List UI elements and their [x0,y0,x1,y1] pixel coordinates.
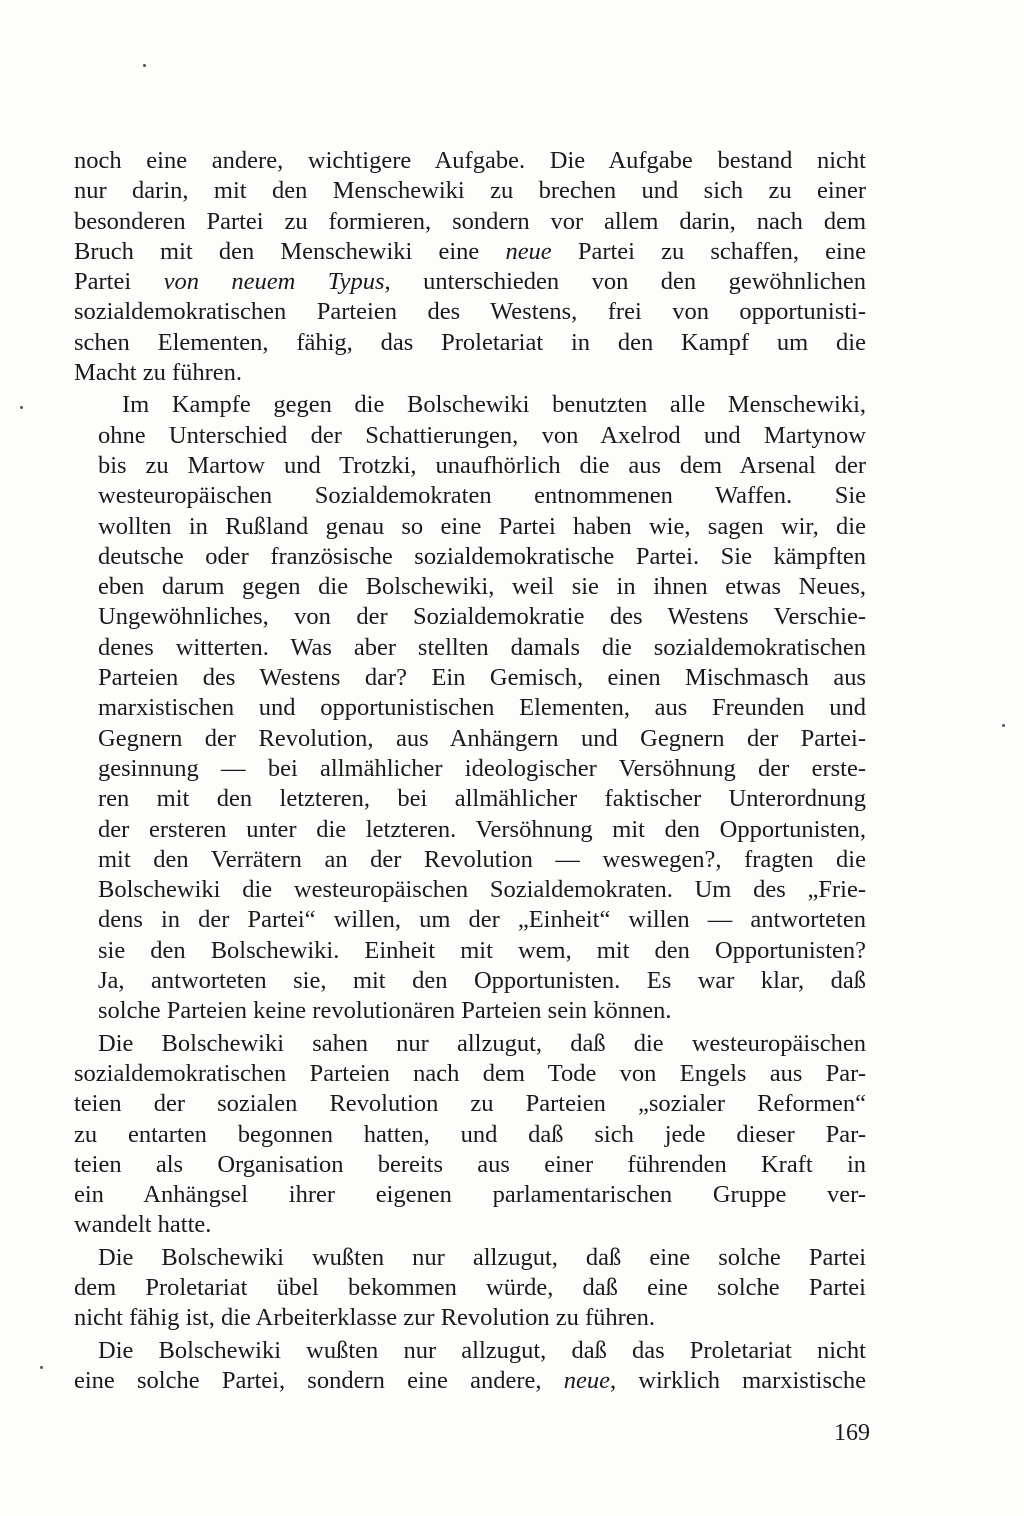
text-line: westeuropäischen Sozialdemokraten entnommenen Waffen. Sie [98,482,866,510]
text-line: marxistischen und opportunistischen Elementen, aus Freunden und [98,694,866,722]
text-line: wollten in Rußland genau so eine Partei haben wie, sagen wir, die [98,512,866,540]
text-line: ohne Unterschied der Schattierungen, von Axelrod und Martynow [98,421,866,449]
text-line: sozialdemokratischen Parteien des Westens, frei von opportunisti- [74,298,866,326]
text-line: Ungewöhnliches, von der Sozialdemokratie des Westens Verschie- [98,603,866,631]
text-line: wandelt hatte. [74,1211,212,1239]
paragraph [74,390,866,1026]
text-line: Partei von neuem Typus, unterschieden von den gewöhnlichen [74,268,866,296]
body-text [74,146,866,1396]
text-line: Im Kampfe gegen die Bolschewiki benutzten alle Menschewiki, [122,391,866,419]
text-line: eine solche Partei, sondern eine andere, neue, wirklich marxistische [74,1366,866,1394]
text-line: Bruch mit den Menschewiki eine neue Partei zu schaffen, eine [74,237,866,265]
text-line: Bolschewiki die westeuropäischen Sozialdemokraten. Um des „Frie- [98,876,866,904]
text-line: denes witterten. Was aber stellten damals die sozialdemokratischen [98,633,866,661]
text-line: sozialdemokratischen Parteien nach dem Tode von Engels aus Par- [74,1059,866,1087]
text-line: solche Parteien keine revolutionären Parteien sein können. [98,997,672,1025]
text-line: sie den Bolschewiki. Einheit mit wem, mit den Opportunisten? [98,936,866,964]
text-line: noch eine andere, wichtigere Aufgabe. Die Aufgabe bestand nicht [74,147,866,174]
text-line: teien der sozialen Revolution zu Parteien „sozialer Reformen“ [74,1090,866,1118]
paper-speck [1002,724,1005,727]
text-line: dem Proletariat übel bekommen würde, daß eine solche Partei [74,1273,866,1301]
paper-speck [40,1366,43,1369]
paragraph [74,1336,866,1397]
paper-speck [143,64,146,67]
text-line: deutsche oder französische sozialdemokratische Partei. Sie kämpften [98,542,866,570]
text-line: nur darin, mit den Menschewiki zu brechen und sich zu einer [74,177,866,205]
text-line: Die Bolschewiki wußten nur allzugut, daß das Proletariat nicht [98,1336,866,1364]
page-number: 169 [834,1420,870,1446]
text-line: Die Bolschewiki sahen nur allzugut, daß die westeuropäischen [98,1029,866,1057]
paper-speck [20,406,23,409]
text-line: schen Elementen, fähig, das Proletariat in den Kampf um die [74,328,866,356]
text-line: ein Anhängsel ihrer eigenen parlamentarischen Gruppe ver- [74,1181,866,1209]
paragraph [74,1243,866,1334]
text-line: bis zu Martow und Trotzki, unaufhörlich die aus dem Arsenal der [98,451,866,479]
paragraph [74,146,866,388]
text-line: Ja, antworteten sie, mit den Opportunisten. Es war klar, daß [98,967,866,995]
text-line: ren mit den letzteren, bei allmählicher faktischer Unterordnung [98,785,866,813]
text-line: nicht fähig ist, die Arbeiterklasse zur Revolution zu führen. [74,1304,656,1332]
text-line: gesinnung — bei allmählicher ideologischer Versöhnung der erste- [98,754,866,782]
text-line: Gegnern der Revolution, aus Anhängern und Gegnern der Partei- [98,724,866,752]
text-line: eben darum gegen die Bolschewiki, weil sie in ihnen etwas Neues, [98,573,866,601]
text-line: besonderen Partei zu formieren, sondern vor allem darin, nach dem [74,207,866,235]
text-line: mit den Verrätern an der Revolution — weswegen?, fragten die [98,845,866,873]
text-line: der ersteren unter die letzteren. Versöhnung mit den Opportunisten, [98,815,866,843]
text-line: teien als Organisation bereits aus einer führenden Kraft in [74,1150,866,1178]
text-line: dens in der Partei“ willen, um der „Einheit“ willen — antworteten [98,906,866,934]
text-line: Die Bolschewiki wußten nur allzugut, daß eine solche Partei [98,1243,866,1271]
text-line: zu entarten begonnen hatten, und daß sich jede dieser Par- [74,1120,866,1148]
text-line: Macht zu führen. [74,359,243,387]
text-line: Parteien des Westens dar? Ein Gemisch, einen Mischmasch aus [98,664,866,692]
paragraph [74,1029,866,1241]
